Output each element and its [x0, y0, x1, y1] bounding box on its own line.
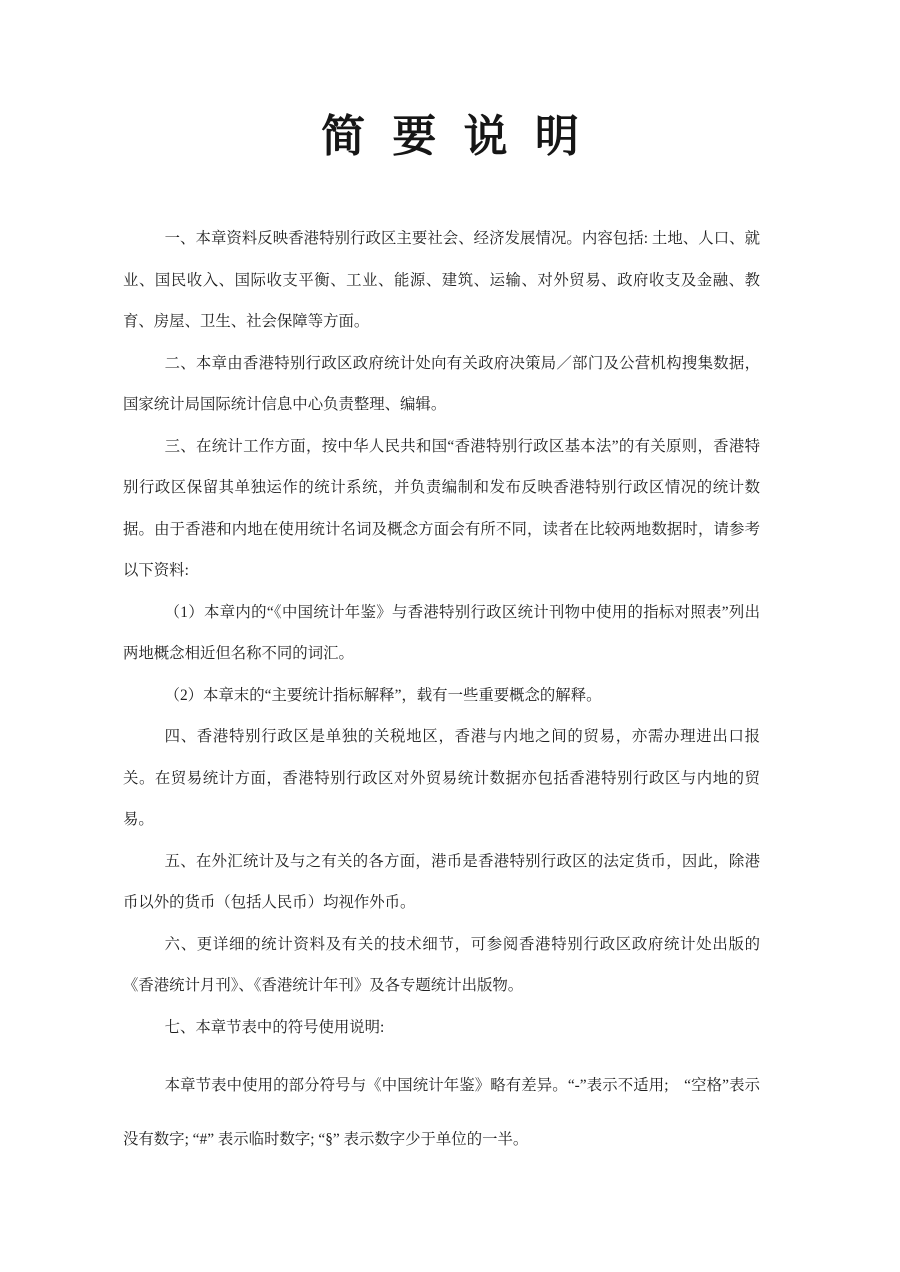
paragraph-7: 七、本章节表中的符号使用说明: [164, 1018, 385, 1036]
paragraph-3-item-1: （1）本章内的“《中国统计年鉴》与香港特别行政区统计刊物中使用的指标对照表”列出两地概念相近但名称不同的词汇。 [123, 603, 760, 662]
paragraph-6: 六、更详细的统计资料及有关的技术细节，可参阅香港特别行政区政府统计处出版的《香港统计月刊》、《香港统计年刊》及各专题统计出版物。 [123, 935, 760, 994]
page-title: 简要说明 [321, 112, 607, 161]
paragraph-5: 五、在外汇统计及与之有关的各方面，港币是香港特别行政区的法定货币，因此，除港币以外的货币（包括人民币）均视作外币。 [123, 852, 760, 911]
paragraph-2: 二、本章由香港特别行政区政府统计处向有关政府决策局／部门及公营机构搜集数据，国家统计局国际统计信息中心负责整理、编辑。 [123, 354, 760, 413]
paragraph-4: 四、香港特别行政区是单独的关税地区，香港与内地之间的贸易，亦需办理进出口报关。在贸易统计方面，香港特别行政区对外贸易统计数据亦包括香港特别行政区与内地的贸易。 [123, 728, 760, 828]
symbol-notes-paragraph: 本章节表中使用的部分符号与《中国统计年鉴》略有差异。“-”表示不适用; “空格”表示没有数字; “#” 表示临时数字; “§” 表示数字少于单位的一半。 [123, 1077, 760, 1148]
document-body [123, 218, 760, 1167]
paragraph-3: 三、在统计工作方面，按中华人民共和国“香港特别行政区基本法”的有关原则，香港特别行政区保留其单独运作的统计系统，并负责编制和发布反映香港特别行政区情况的统计数据。由于香港和内地在使用统计名词及概念方面会有所不同，读者在比较两地数据时，请参考以下资料: [123, 437, 760, 579]
paragraph-3-item-2: （2）本章末的“主要统计指标解释”，载有一些重要概念的解释。 [164, 686, 602, 704]
paragraph-1: 一、本章资料反映香港特别行政区主要社会、经济发展情况。内容包括: 土地、人口、就业、国民收入、国际收支平衡、工业、能源、建筑、运输、对外贸易、政府收支及金融、教育、房屋、卫生、社会保障等方面。 [123, 230, 760, 330]
